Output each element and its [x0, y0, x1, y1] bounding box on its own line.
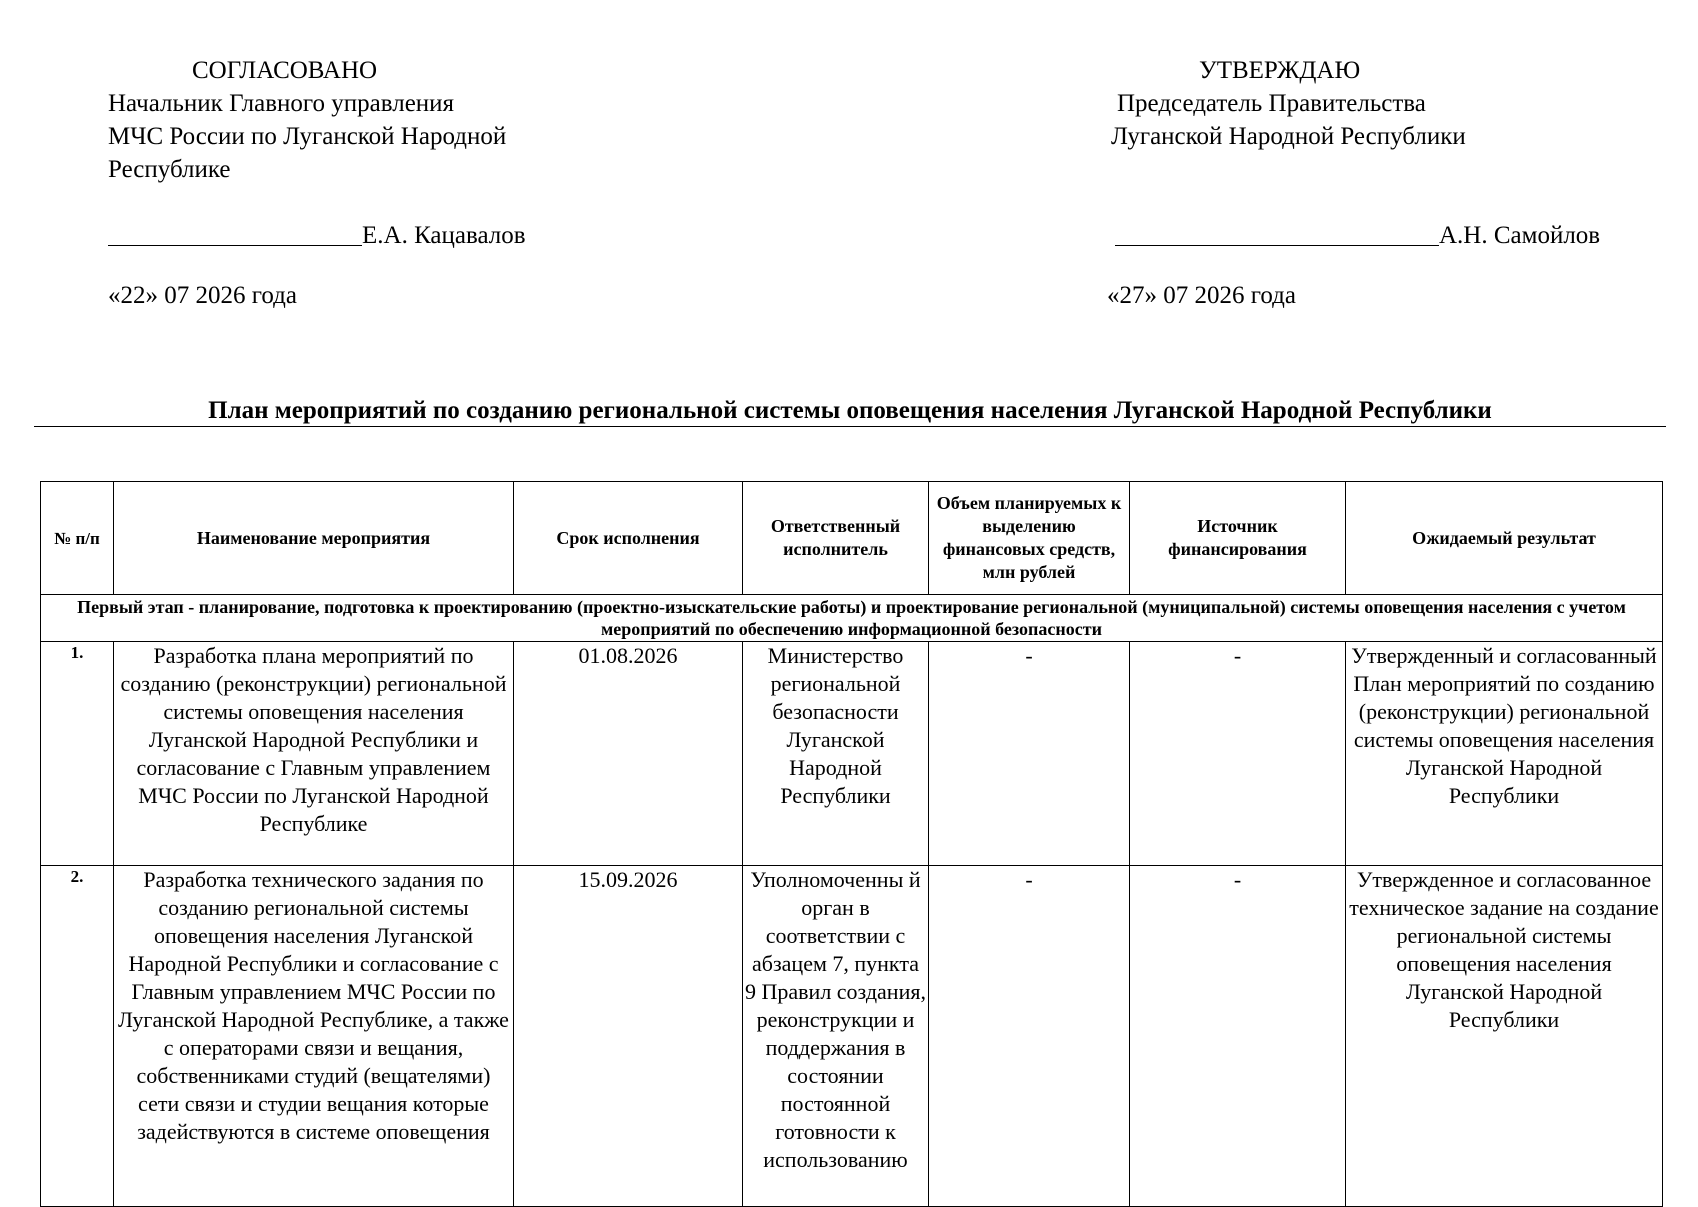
- row-number: 2.: [41, 866, 114, 1207]
- signer-name: Е.А. Кацавалов: [362, 222, 526, 249]
- plan-table: [40, 481, 1663, 1207]
- responsible-executor: Уполномоченны й орган в соответствии с абзацем 7, пункта 9 Правил создания, реконструкции и поддержания в состоянии постоянной готовности к использованию: [743, 866, 929, 1207]
- stage-title: Первый этап - планирование, подготовка к проектированию (проектно-изыскательские работы) и проектирование региональной (муниципальной) системы оповещения населения с учетом мероприятий по обеспечению информационной безопасности: [41, 595, 1663, 642]
- approver-position-line: Председатель Правительства: [1117, 90, 1426, 117]
- approver-position-line: Луганской Народной Республики: [1111, 123, 1466, 150]
- approver-position-line: Начальник Главного управления: [108, 90, 455, 117]
- table-row: [41, 642, 1663, 866]
- approval-date: «27» 07 2026 года: [1107, 282, 1296, 309]
- approval-date: «22» 07 2026 года: [108, 282, 297, 309]
- approval-block-agreed: [108, 54, 668, 312]
- column-header-number: № п/п: [41, 482, 114, 595]
- signature-row: [1105, 219, 1665, 252]
- row-number: 1.: [41, 642, 114, 866]
- approval-heading: УТВЕРЖДАЮ: [1199, 57, 1361, 84]
- activity-name: Разработка технического задания по созданию региональной системы оповещения населения Луганской Народной Республики и согласование с Главным управлением МЧС России по Луганской Народной Республике, а также с операторами связи и вещания, собственниками студий (вещателями) сети связи и студии вещания которые задействуются в системе оповещения: [114, 866, 514, 1207]
- signature-row: [108, 219, 668, 252]
- deadline: 01.08.2026: [514, 642, 743, 866]
- column-header-name: Наименование мероприятия: [114, 482, 514, 595]
- document-title: План мероприятий по созданию региональной системы оповещения населения Луганской Народной Республики: [34, 396, 1666, 427]
- signature-line: [1115, 219, 1439, 246]
- approval-heading: СОГЛАСОВАНО: [192, 57, 378, 84]
- expected-result: Утвержденное и согласованное техническое задание на создание региональной системы оповещения населения Луганской Народной Республики: [1346, 866, 1663, 1207]
- column-header-amount: Объем планируемых к выделению финансовых средств, млн рублей: [929, 482, 1130, 595]
- funding-amount: -: [929, 642, 1130, 866]
- table-row: [41, 866, 1663, 1207]
- column-header-executor: Ответственный исполнитель: [743, 482, 929, 595]
- column-header-deadline: Срок исполнения: [514, 482, 743, 595]
- responsible-executor: Министерство региональной безопасности Луганской Народной Республики: [743, 642, 929, 866]
- stage-row: [41, 595, 1663, 642]
- signer-name: А.Н. Самойлов: [1439, 222, 1601, 249]
- table-header-row: [41, 482, 1663, 595]
- funding-source: -: [1130, 642, 1346, 866]
- activity-name: Разработка плана мероприятий по созданию (реконструкции) региональной системы оповещения населения Луганской Народной Республики и согласование с Главным управлением МЧС России по Луганской Народной Республике: [114, 642, 514, 866]
- column-header-result: Ожидаемый результат: [1346, 482, 1663, 595]
- approver-position-line: МЧС России по Луганской Народной: [108, 123, 507, 150]
- signature-line: [108, 219, 362, 246]
- column-header-source: Источник финансирования: [1130, 482, 1346, 595]
- deadline: 15.09.2026: [514, 866, 743, 1207]
- expected-result: Утвержденный и согласованный План мероприятий по созданию (реконструкции) региональной системы оповещения населения Луганской Народной Республики: [1346, 642, 1663, 866]
- funding-source: -: [1130, 866, 1346, 1207]
- funding-amount: -: [929, 866, 1130, 1207]
- approval-block-approved: [1105, 54, 1665, 312]
- approver-position-line: Республике: [108, 156, 231, 183]
